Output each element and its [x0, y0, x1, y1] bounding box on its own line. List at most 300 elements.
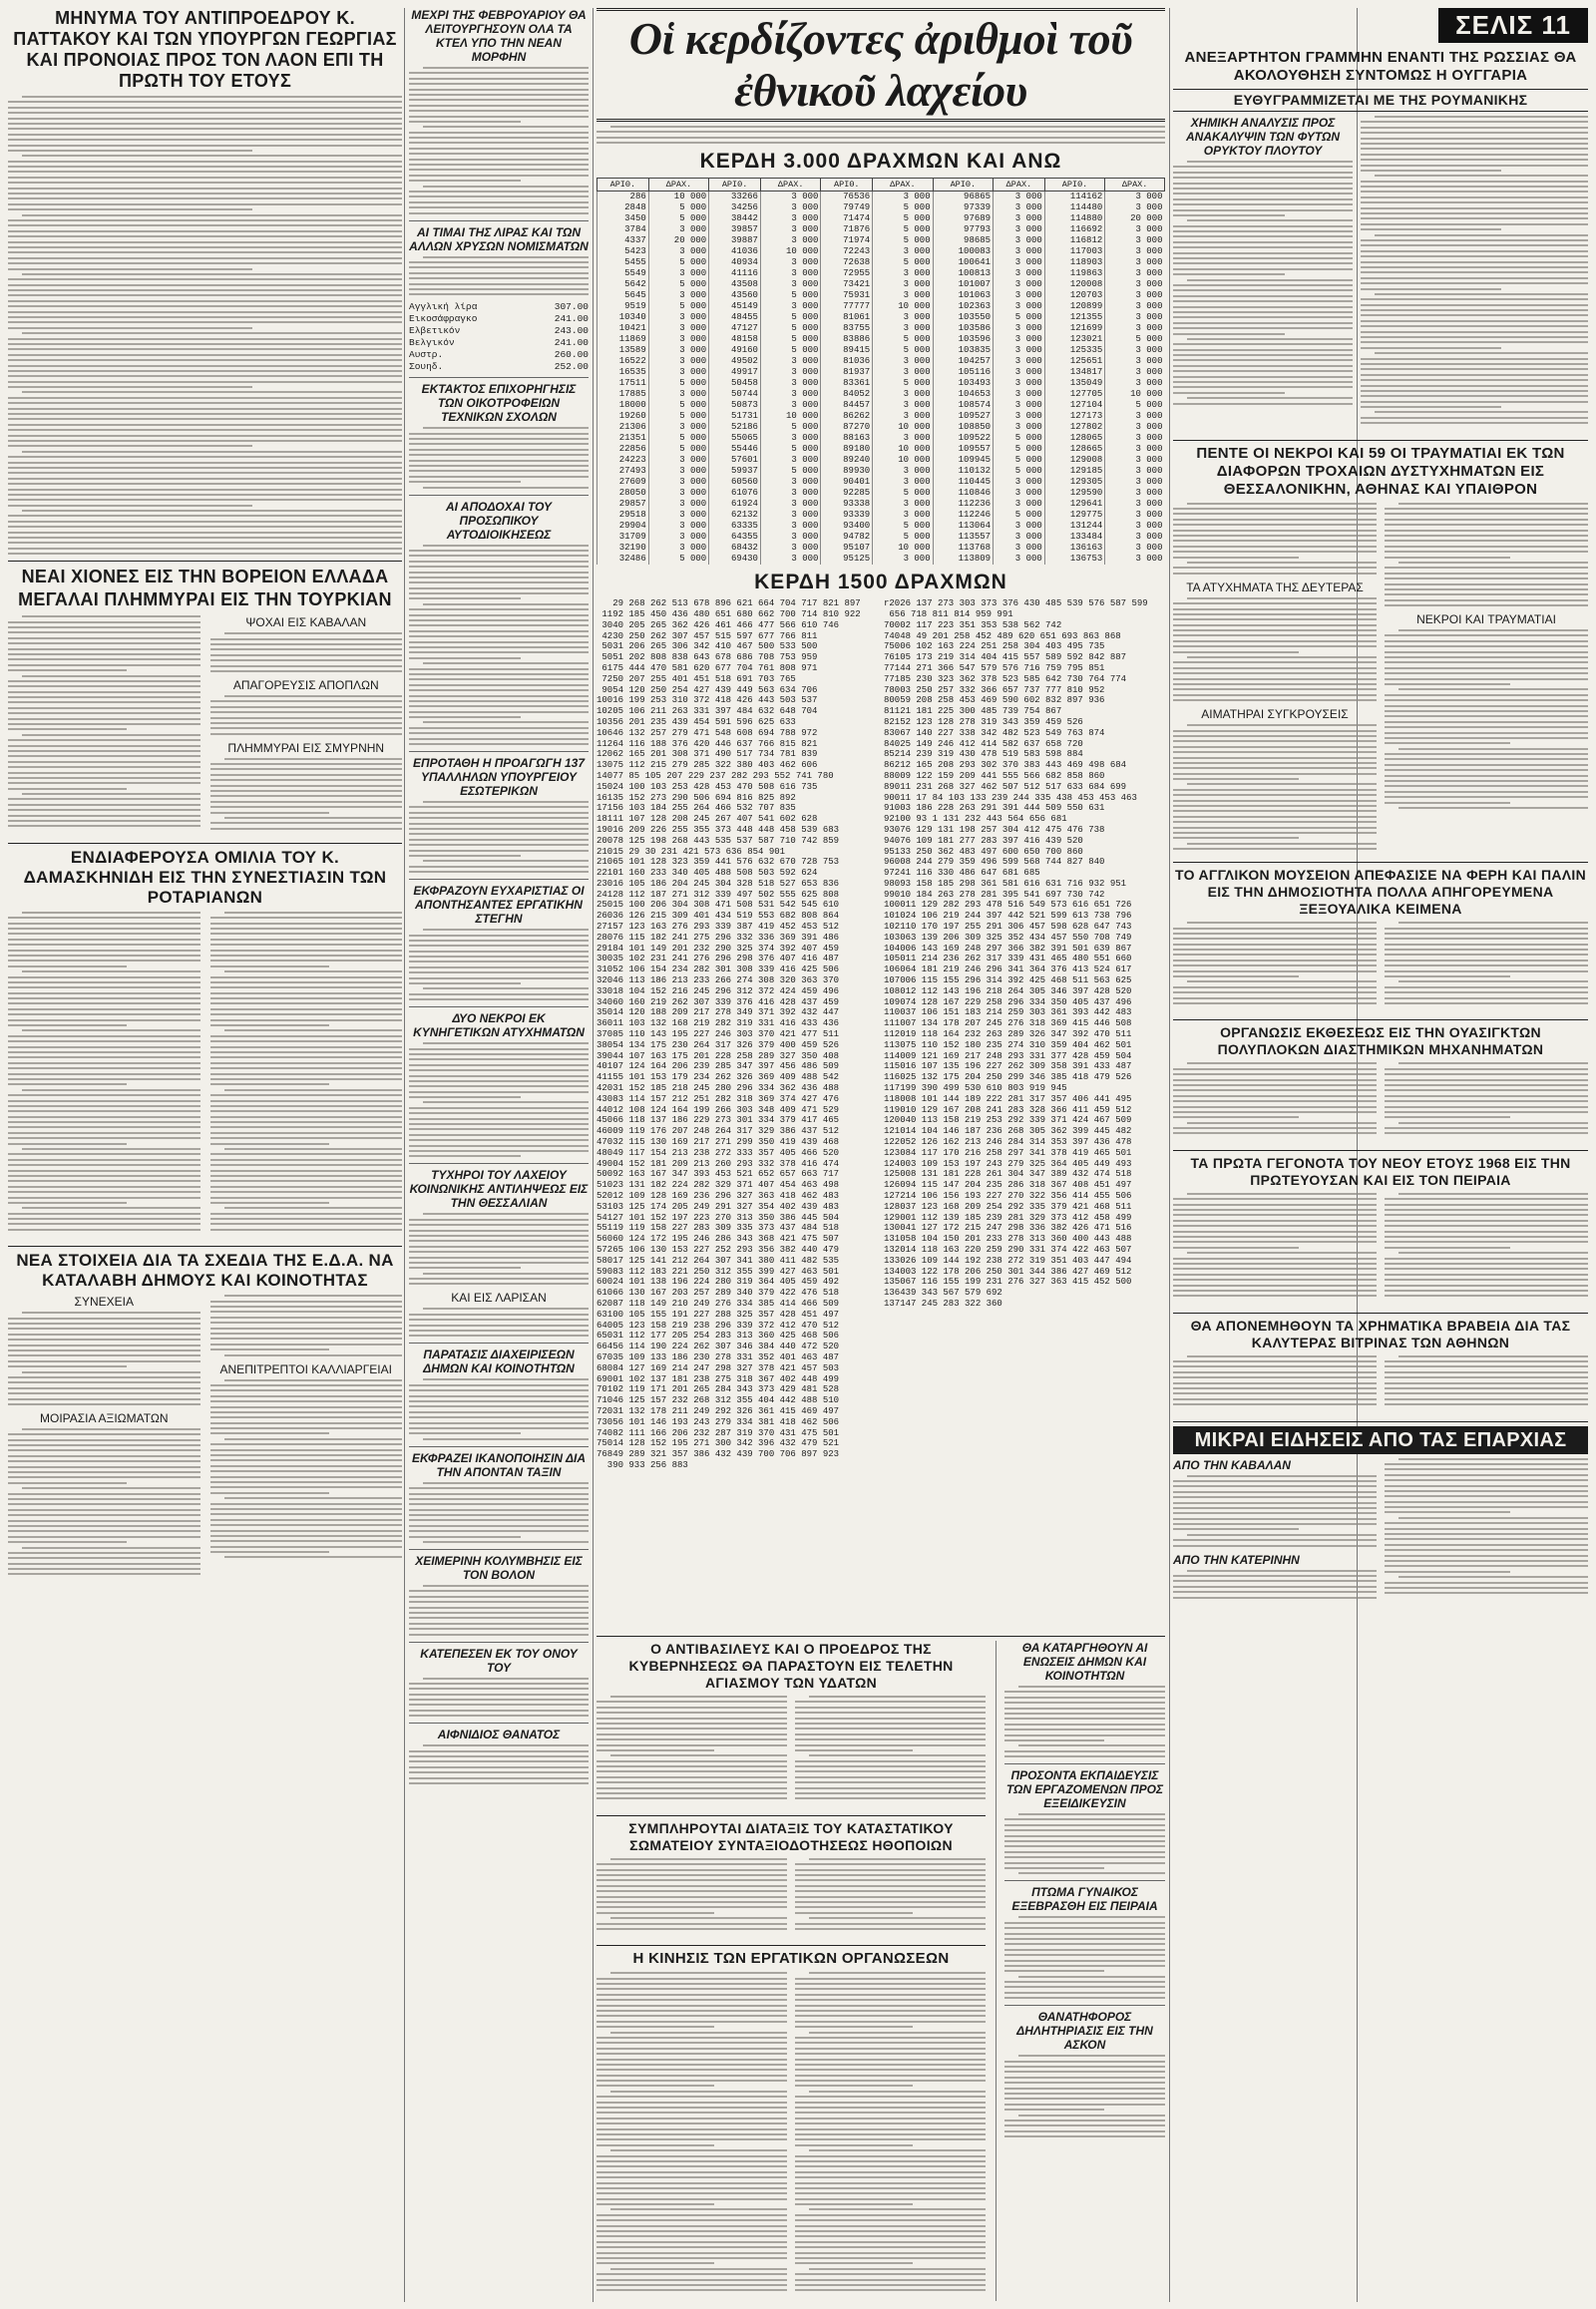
- table-cell: 136753: [1044, 554, 1104, 565]
- table-cell: 93338: [821, 499, 873, 510]
- table-cell: 18000: [598, 400, 649, 411]
- text-line: [1173, 392, 1285, 394]
- text-line: [1004, 2082, 1165, 2084]
- text-line: [1173, 651, 1299, 653]
- text-line: [1361, 325, 1588, 327]
- text-line: [795, 1983, 986, 1985]
- text-line: [597, 2021, 787, 2023]
- table-cell: 3 000: [994, 268, 1045, 279]
- text-line: [1173, 333, 1285, 335]
- subhead: ΝΕΚΡΟΙ ΚΑΙ ΤΡΑΥΜΑΤΙΑΙ: [1416, 612, 1556, 627]
- text-line: [8, 820, 200, 822]
- text-line: [795, 1787, 986, 1789]
- text-line: [1361, 385, 1588, 387]
- text-line: [423, 1438, 589, 1440]
- text-line: [8, 755, 200, 757]
- text-line: [1385, 949, 1588, 951]
- table-row: [598, 510, 1165, 521]
- text-line: [22, 1487, 200, 1489]
- text-line: [8, 424, 402, 426]
- text-line: [224, 1148, 403, 1150]
- text-line: [210, 722, 403, 724]
- text-line: [409, 1405, 589, 1407]
- table-cell: 116692: [1044, 224, 1104, 235]
- table-cell: 3 000: [1105, 444, 1165, 455]
- text-line: [1173, 1295, 1377, 1297]
- table-row: [598, 356, 1165, 367]
- text-line: [597, 1874, 787, 1876]
- text-line: [8, 825, 200, 827]
- text-line: [8, 257, 402, 259]
- rate-value: 252.00: [554, 361, 589, 373]
- table-cell: 3 000: [760, 488, 820, 499]
- text-line: [597, 2075, 787, 2077]
- table-cell: 17885: [598, 389, 649, 400]
- text-line: [8, 515, 402, 517]
- text-line: [8, 1360, 200, 1362]
- text-line: [597, 2112, 787, 2114]
- text-line: [409, 449, 589, 451]
- table-cell: 3 000: [648, 499, 708, 510]
- text-line: [8, 177, 402, 179]
- table-cell: 108850: [933, 422, 993, 433]
- text-line: [795, 2117, 986, 2119]
- text-line: [423, 662, 589, 664]
- text-line: [210, 1040, 403, 1042]
- table-cell: 90401: [821, 477, 873, 488]
- text-line: [1361, 390, 1588, 392]
- text-line: [1173, 1132, 1377, 1134]
- text-line: [22, 970, 200, 972]
- text-line: [423, 1482, 589, 1484]
- table-cell: 3 000: [648, 466, 708, 477]
- text-line: [1187, 503, 1377, 505]
- text-line: [1173, 1586, 1377, 1588]
- text-line: [210, 1159, 403, 1161]
- text-line: [423, 1101, 589, 1103]
- text-line: [1385, 1295, 1588, 1297]
- article-body: [8, 1428, 200, 1576]
- table-cell: 93400: [821, 521, 873, 532]
- text-line: [1385, 726, 1588, 728]
- table-cell: 135049: [1044, 378, 1104, 389]
- table-cell: 120899: [1044, 301, 1104, 312]
- text-line: [597, 2284, 787, 2286]
- text-line: [210, 1416, 403, 1418]
- table-cell: 5645: [598, 290, 649, 301]
- text-line: [1004, 1997, 1165, 1999]
- table-cell: 3 000: [873, 290, 933, 301]
- table-cell: 3 000: [994, 301, 1045, 312]
- text-line: [1173, 311, 1353, 313]
- table-cell: 50744: [709, 389, 761, 400]
- text-line: [795, 2010, 986, 2012]
- text-line: [409, 121, 521, 123]
- table-cell: 84457: [821, 400, 873, 411]
- text-line: [409, 454, 589, 456]
- table-cell: 63335: [709, 521, 761, 532]
- table-cell: 5 000: [994, 510, 1045, 521]
- table-cell: 41116: [709, 268, 761, 279]
- text-line: [409, 1091, 589, 1093]
- text-line: [423, 126, 589, 128]
- text-line: [8, 418, 402, 420]
- text-line: [210, 1311, 403, 1313]
- text-line: [8, 1137, 200, 1139]
- text-line: [1173, 832, 1377, 834]
- text-line: [795, 2138, 986, 2140]
- table-cell: 61076: [709, 488, 761, 499]
- text-line: [22, 273, 402, 275]
- text-line: [1173, 778, 1299, 780]
- table-row: [598, 268, 1165, 279]
- text-line: [1361, 165, 1588, 167]
- table-cell: 3 000: [1105, 345, 1165, 356]
- text-line: [1385, 1365, 1588, 1367]
- text-line: [8, 1002, 200, 1004]
- text-line: [597, 2246, 787, 2248]
- text-line: [1187, 279, 1353, 281]
- text-line: [409, 1395, 589, 1397]
- text-line: [1385, 764, 1588, 766]
- text-line: [1361, 363, 1588, 365]
- table-cell: 10340: [598, 312, 649, 323]
- table-cell: 95125: [821, 554, 873, 565]
- text-line: [1385, 699, 1588, 701]
- text-line: [1173, 1220, 1377, 1222]
- text-line: [597, 2107, 787, 2109]
- text-line: [1187, 562, 1377, 564]
- prize-column-header: ΑΡΙΘ.: [1044, 179, 1104, 192]
- text-line: [409, 1503, 589, 1505]
- text-line: [409, 266, 589, 268]
- text-line: [8, 321, 402, 323]
- text-line: [1173, 960, 1377, 962]
- table-cell: 3 000: [1105, 521, 1165, 532]
- table-cell: 76536: [821, 192, 873, 203]
- text-line: [8, 521, 402, 523]
- table-cell: 95107: [821, 543, 873, 554]
- text-line: [8, 1121, 200, 1123]
- table-cell: 117003: [1044, 246, 1104, 257]
- text-line: [409, 727, 589, 729]
- table-cell: 3 000: [760, 268, 820, 279]
- text-line: [8, 467, 402, 469]
- text-line: [1385, 1474, 1588, 1476]
- table-cell: 3 000: [648, 510, 708, 521]
- text-line: [8, 208, 252, 210]
- text-line: [409, 1064, 589, 1066]
- table-cell: 28050: [598, 488, 649, 499]
- text-line: [795, 2144, 913, 2146]
- article-body: [1173, 503, 1377, 575]
- article-body: [409, 1744, 589, 1784]
- text-line: [8, 1159, 200, 1161]
- table-cell: 93339: [821, 510, 873, 521]
- table-cell: 3 000: [1105, 499, 1165, 510]
- text-line: [795, 2214, 986, 2216]
- text-line: [8, 691, 200, 693]
- text-line: [409, 844, 589, 846]
- text-line: [1173, 183, 1353, 185]
- text-line: [597, 1723, 787, 1725]
- text-line: [409, 1058, 589, 1060]
- text-line: [1385, 1360, 1588, 1362]
- text-line: [409, 105, 589, 107]
- text-line: [1385, 997, 1588, 999]
- table-cell: 3 000: [1105, 466, 1165, 477]
- text-line: [1361, 347, 1501, 349]
- text-line: [1385, 975, 1510, 977]
- text-line: [1004, 1938, 1165, 1940]
- text-line: [1004, 1713, 1165, 1715]
- table-cell: 3 000: [994, 499, 1045, 510]
- text-line: [1361, 223, 1588, 225]
- text-line: [409, 1416, 589, 1418]
- text-line: [1173, 262, 1353, 264]
- lottery-section: [597, 8, 1165, 1716]
- text-line: [1385, 1501, 1588, 1503]
- table-cell: 97689: [933, 213, 993, 224]
- text-line: [597, 1869, 787, 1871]
- text-line: [409, 1519, 589, 1521]
- text-line: [1004, 1986, 1165, 1988]
- text-line: [795, 2133, 986, 2135]
- text-line: [795, 1928, 986, 1930]
- table-cell: 87270: [821, 422, 873, 433]
- text-line: [795, 2252, 986, 2254]
- text-line: [1361, 331, 1588, 333]
- text-line: [8, 1229, 200, 1231]
- text-line: [1173, 618, 1377, 620]
- text-line: [409, 481, 521, 483]
- table-cell: 3 000: [994, 334, 1045, 345]
- table-cell: 3 000: [873, 246, 933, 257]
- text-line: [1004, 1734, 1165, 1736]
- text-line: [8, 445, 252, 447]
- text-line: [1004, 1691, 1165, 1693]
- text-line: [795, 2182, 986, 2184]
- text-line: [1361, 277, 1588, 279]
- table-row: [598, 323, 1165, 334]
- table-cell: 27493: [598, 466, 649, 477]
- text-line: [1187, 338, 1353, 340]
- table-cell: 3 000: [648, 246, 708, 257]
- text-line: [597, 2165, 787, 2167]
- table-cell: 72243: [821, 246, 873, 257]
- text-line: [597, 2252, 787, 2254]
- text-line: [8, 981, 200, 983]
- text-line: [8, 489, 402, 491]
- text-line: [1004, 2066, 1165, 2068]
- table-cell: 10 000: [760, 411, 820, 422]
- text-line: [1361, 143, 1588, 145]
- text-line: [795, 1723, 986, 1725]
- text-line: [1173, 1491, 1377, 1493]
- text-line: [409, 1771, 589, 1773]
- table-cell: 134817: [1044, 367, 1104, 378]
- text-line: [409, 1283, 589, 1285]
- text-line: [1385, 573, 1588, 575]
- text-line: [1173, 573, 1377, 575]
- text-line: [409, 1694, 589, 1696]
- text-line: [809, 2208, 986, 2210]
- text-line: [597, 2203, 714, 2205]
- table-cell: 5 000: [760, 312, 820, 323]
- text-line: [409, 1760, 589, 1762]
- article-body: [210, 1295, 403, 1355]
- article-body: [795, 1858, 986, 1933]
- text-line: [1004, 1755, 1165, 1757]
- text-line: [8, 532, 402, 534]
- text-line: [409, 689, 589, 691]
- text-line: [1385, 954, 1588, 956]
- text-line: [409, 94, 589, 96]
- text-line: [409, 460, 589, 462]
- text-line: [1375, 411, 1588, 413]
- table-cell: 3 000: [760, 499, 820, 510]
- text-line: [409, 1053, 589, 1055]
- text-line: [1385, 640, 1588, 642]
- rate-value: 307.00: [554, 301, 589, 313]
- text-line: [795, 2235, 986, 2237]
- text-line: [423, 603, 589, 605]
- table-cell: 3 000: [760, 554, 820, 565]
- text-line: [1173, 805, 1377, 807]
- table-cell: 49160: [709, 345, 761, 356]
- text-line: [8, 145, 402, 147]
- text-line: [1173, 1279, 1377, 1281]
- text-line: [1173, 1360, 1377, 1362]
- table-cell: 3 000: [760, 257, 820, 268]
- text-line: [1385, 1225, 1588, 1227]
- table-cell: 3 000: [760, 477, 820, 488]
- table-cell: 5455: [598, 257, 649, 268]
- text-line: [795, 1701, 986, 1703]
- text-line: [409, 619, 589, 621]
- text-line: [610, 1696, 787, 1698]
- text-line: [8, 1094, 200, 1096]
- text-line: [795, 2107, 986, 2109]
- table-cell: 5 000: [648, 400, 708, 411]
- table-cell: 3 000: [760, 378, 820, 389]
- table-cell: 73421: [821, 279, 873, 290]
- table-cell: 112236: [933, 499, 993, 510]
- text-line: [1173, 624, 1377, 626]
- text-line: [1173, 1398, 1377, 1400]
- text-line: [809, 1972, 986, 1974]
- column-1: [8, 8, 402, 1581]
- text-line: [210, 768, 403, 770]
- text-line: [1173, 1387, 1377, 1389]
- text-line: [795, 1792, 986, 1794]
- article-body: [1385, 1062, 1588, 1137]
- text-line: [409, 1134, 589, 1136]
- text-line: [224, 1438, 403, 1440]
- text-line: [22, 912, 200, 914]
- text-line: [1398, 1517, 1588, 1519]
- table-cell: 96865: [933, 192, 993, 203]
- text-line: [795, 2225, 986, 2227]
- text-line: [210, 812, 329, 814]
- text-line: [210, 1530, 403, 1532]
- text-line: [22, 332, 402, 334]
- text-line: [597, 137, 1165, 139]
- subhead: ΑΠΑΓΟΡΕΥΣΙΣ ΑΠΟΠΛΩΝ: [232, 677, 379, 692]
- text-line: [1385, 1387, 1588, 1389]
- table-cell: 123021: [1044, 334, 1104, 345]
- text-line: [409, 1612, 589, 1614]
- table-cell: 64355: [709, 532, 761, 543]
- text-line: [409, 1601, 589, 1603]
- text-line: [409, 1155, 521, 1157]
- text-line: [409, 164, 589, 166]
- text-line: [8, 397, 402, 399]
- article-body: [409, 1678, 589, 1718]
- text-line: [1385, 1495, 1588, 1497]
- text-line: [8, 408, 402, 410]
- text-line: [1004, 1992, 1165, 1994]
- text-line: [1173, 933, 1377, 935]
- text-line: [1385, 1095, 1588, 1097]
- text-line: [1004, 1845, 1165, 1847]
- article-body: [1004, 1813, 1165, 1874]
- table-cell: 10 000: [760, 246, 820, 257]
- text-line: [1385, 1089, 1588, 1091]
- text-line: [1004, 2077, 1165, 2079]
- text-line: [409, 1623, 589, 1625]
- table-cell: 127104: [1044, 400, 1104, 411]
- table-cell: 103586: [933, 323, 993, 334]
- text-line: [1361, 395, 1588, 397]
- text-line: [1173, 800, 1377, 802]
- text-line: [409, 977, 589, 979]
- table-cell: 3 000: [760, 521, 820, 532]
- rate-name: Εικοσάφραγκο: [409, 313, 478, 325]
- text-line: [809, 1858, 986, 1860]
- text-line: [8, 1449, 200, 1451]
- text-line: [597, 2144, 714, 2146]
- text-line: [1173, 1084, 1377, 1086]
- text-line: [795, 2122, 986, 2124]
- rate-name: Βελγικόν: [409, 337, 455, 349]
- table-cell: 39887: [709, 235, 761, 246]
- text-line: [1173, 678, 1377, 680]
- text-line: [795, 2171, 986, 2173]
- text-line: [1361, 170, 1501, 172]
- text-line: [409, 1230, 589, 1232]
- table-cell: 3 000: [1105, 246, 1165, 257]
- table-cell: 3 000: [1105, 510, 1165, 521]
- table-cell: 3 000: [760, 455, 820, 466]
- text-line: [8, 1503, 200, 1505]
- text-line: [409, 153, 589, 155]
- text-line: [8, 1552, 200, 1554]
- text-line: [597, 2096, 787, 2098]
- table-cell: 3 000: [994, 202, 1045, 213]
- text-line: [1173, 1403, 1377, 1405]
- table-cell: 3 000: [760, 192, 820, 203]
- table-row: [598, 378, 1165, 389]
- table-cell: 3 000: [873, 389, 933, 400]
- text-line: [210, 933, 403, 935]
- text-line: [8, 150, 252, 152]
- text-line: [8, 483, 402, 485]
- text-line: [1173, 1225, 1377, 1227]
- text-line: [1173, 1591, 1377, 1593]
- text-line: [1173, 735, 1377, 737]
- table-row: [598, 521, 1165, 532]
